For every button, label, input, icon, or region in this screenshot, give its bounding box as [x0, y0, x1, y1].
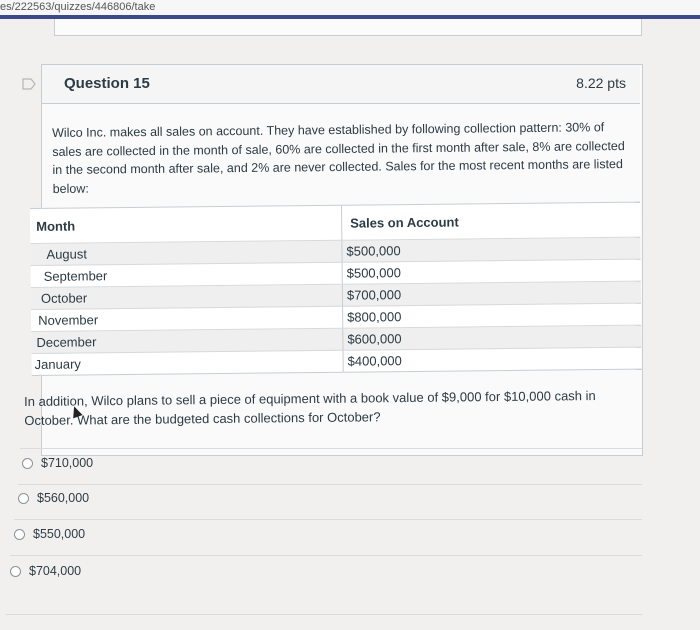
month-cell: December — [31, 328, 343, 353]
flag-question-icon[interactable] — [22, 78, 36, 90]
column-header-sales: Sales on Account — [341, 202, 640, 240]
month-cell: September — [31, 262, 343, 287]
answer-divider — [14, 519, 642, 520]
radio-button[interactable] — [22, 458, 33, 469]
answer-divider — [6, 614, 642, 615]
sales-cell: $700,000 — [342, 281, 641, 306]
question-title: Question 15 — [64, 75, 150, 92]
month-cell: August — [30, 240, 342, 265]
question-points: 8.22 pts — [576, 75, 626, 91]
column-header-month: Month — [30, 205, 342, 243]
radio-button[interactable] — [10, 566, 21, 577]
sales-table-container — [30, 202, 642, 383]
radio-button[interactable] — [14, 529, 25, 540]
question-header — [42, 65, 640, 104]
answer-option[interactable] — [18, 491, 89, 505]
question-text: Wilco Inc. makes all sales on account. They have established by following collection pattern: 30% of sales are collected in the month of sale, 60% are collected in the first month after sale, 8% are collected in the second month after sale, and 2% are never collected. Sales for the most recent months are listed below: — [52, 120, 625, 196]
sales-cell: $500,000 — [342, 259, 641, 284]
browser-url[interactable]: es/222563/quizzes/446806/take — [0, 0, 700, 16]
radio-button[interactable] — [18, 493, 29, 504]
month-cell: January — [32, 350, 344, 375]
previous-question-box — [54, 19, 642, 36]
sales-cell: $800,000 — [343, 303, 642, 328]
sales-table — [30, 202, 642, 376]
answer-label: $560,000 — [37, 491, 90, 505]
sales-cell: $500,000 — [342, 237, 641, 262]
answer-option[interactable] — [22, 456, 93, 470]
answer-divider — [20, 448, 642, 449]
answer-option[interactable] — [10, 564, 81, 578]
answer-label: $550,000 — [33, 527, 86, 541]
answer-divider — [10, 555, 642, 556]
answer-divider — [18, 484, 642, 485]
answer-option[interactable] — [14, 527, 85, 541]
month-cell: October — [31, 284, 343, 309]
answer-label: $710,000 — [41, 456, 94, 470]
answer-label: $704,000 — [29, 564, 82, 578]
sales-cell: $400,000 — [343, 347, 642, 372]
sales-cell: $600,000 — [343, 325, 642, 350]
question-additional-text: In addition, Wilco plans to sell a piece of equipment with a book value of $9,000 for $10,000 cash in October. What are the budgeted cash collections for October? — [24, 388, 596, 428]
month-cell: November — [31, 306, 343, 331]
